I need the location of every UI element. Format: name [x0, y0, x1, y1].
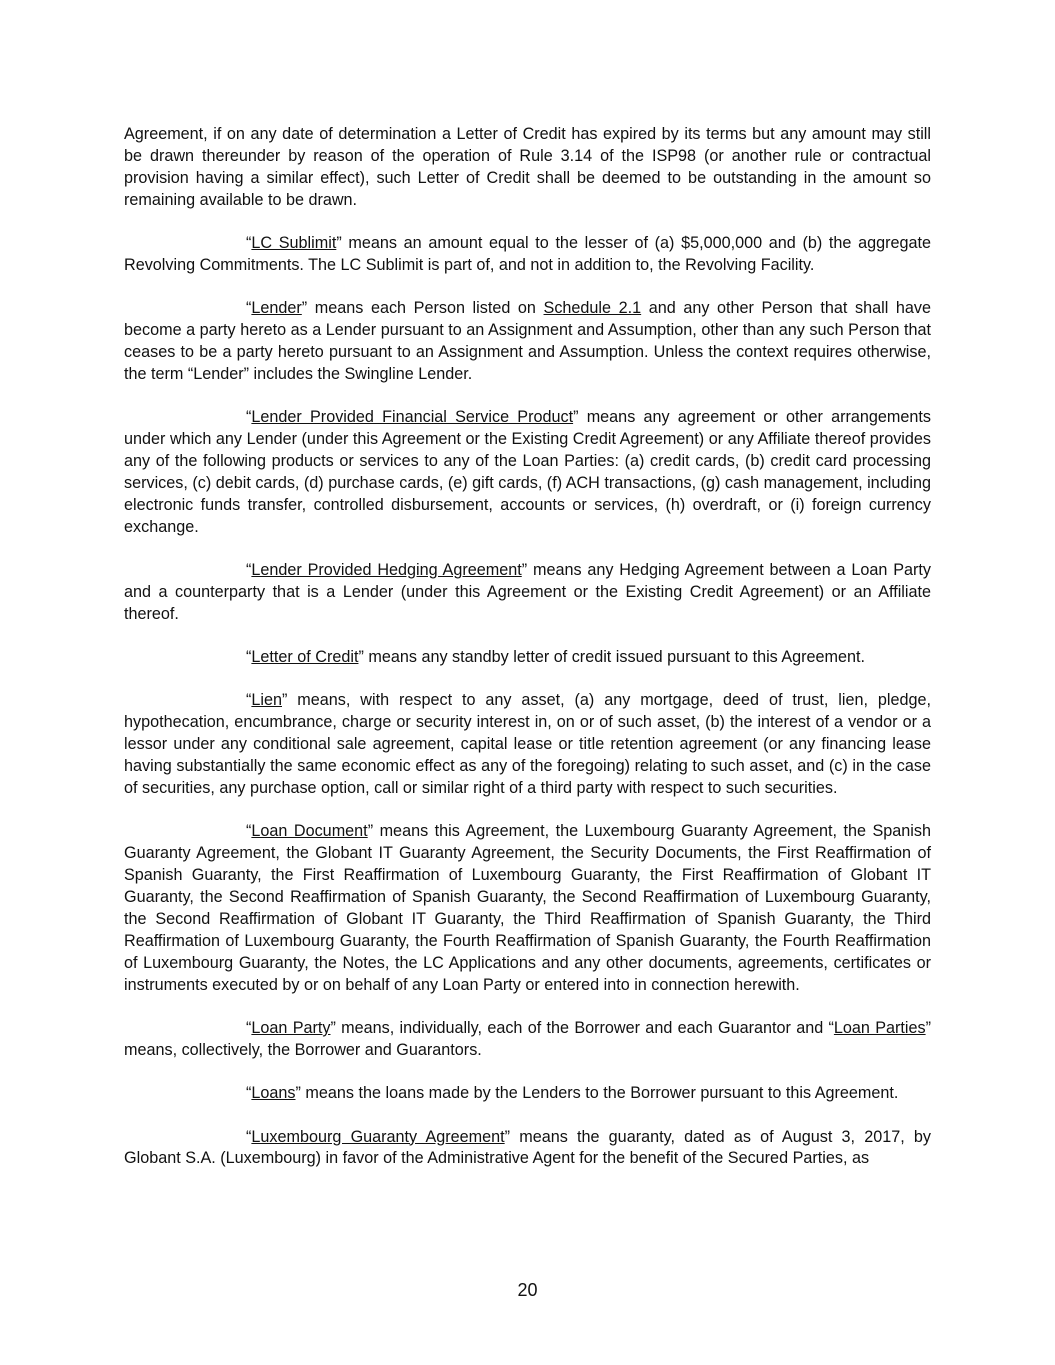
- defined-term: LC Sublimit: [251, 234, 337, 253]
- definition-loans: “Loans” means the loans made by the Lenders to the Borrower pursuant to this Agreement.: [246, 1084, 899, 1103]
- defined-term: Loan Party: [251, 1019, 331, 1038]
- definition-text: means an amount equal to the lesser of (a) $5,000,000 and (b) the aggregate Revolving Commitments. The LC Sublimit is part of, and not in addition to, the Revolving Facility.: [124, 234, 931, 274]
- definition-text: means each Person listed on: [307, 299, 544, 318]
- definition-text: means the guaranty, dated as of August 3, 2017, by Globant S.A. (Luxembourg) in favor of the Administrative Agent for the benefit of the Secured Parties, as: [124, 1127, 931, 1168]
- defined-term: Luxembourg Guaranty Agreement: [251, 1127, 505, 1146]
- definition-lien: “Lien” means, with respect to any asset, (a) any mortgage, deed of trust, lien, pledge, hypothecation, encumbrance, charge or security interest in, on or of such asset, (b) the interest of a vendor or a lessor under any conditional sale agreement, capital lease or title retention agreement (or any financing lease having substantially the same economic effect as any of the foregoing) relating to such asset, and (c) in the case of securities, any purchase option, call or similar right of a third party with respect to such securities.: [124, 691, 931, 798]
- defined-term: Loan Document: [251, 822, 368, 841]
- schedule-reference: Schedule 2.1: [543, 299, 642, 318]
- paragraph-text: Agreement, if on any date of determination a Letter of Credit has expired by its terms but any amount may still be drawn thereunder by reason of the operation of Rule 3.14 of the ISP98 (or another rule or contractual provision having a similar effect), such Letter of Credit shall be deemed to be outstanding in the amount so remaining available to be drawn.: [124, 125, 931, 209]
- defined-term: Loans: [251, 1084, 296, 1103]
- definition-lc-sublimit: “LC Sublimit” means an amount equal to the lesser of (a) $5,000,000 and (b) the aggregate Revolving Commitments. The LC Sublimit is part of, and not in addition to, the Revolving Facility.: [124, 234, 931, 274]
- defined-term: Loan Parties: [833, 1019, 926, 1038]
- defined-term: Lender: [251, 299, 302, 318]
- definition-loan-party: “Loan Party” means, individually, each of the Borrower and each Guarantor and “Loan Parties” means, collectively, the Borrower and Guarantors.: [124, 1019, 931, 1059]
- defined-term: Lender Provided Financial Service Product: [251, 408, 574, 427]
- definition-text: means this Agreement, the Luxembourg Guaranty Agreement, the Spanish Guaranty Agreement, the Globant IT Guaranty Agreement, the Security Documents, the First Reaffirmation of Spanish Guaranty, the First Reaffirmation of Luxembourg Guaranty, the First Reaffirmation of Globant IT Guaranty, the Second Reaffirmation of Spanish Guaranty, the Second Reaffirmation of Luxembourg Guaranty, the Second Reaffirmation of Globant IT Guaranty, the Third Reaffirmation of Spanish Guaranty, the Third Reaffirmation of Luxembourg Guaranty, the Fourth Reaffirmation of Spanish Guaranty, the Fourth Reaffirmation of Luxembourg Guaranty, the Notes, the LC Applications and any other documents, agreements, certificates or instruments executed by or on behalf of any Loan Party or entered into in connection herewith.: [124, 822, 931, 994]
- definition-text: and any other Person that shall have become a party hereto as a Lender pursuant to an Assignment and Assumption, other than any such Person that ceases to be a party hereto pursuant to an Assignment and Assumption. Unless the context requires otherwise, the term “Lender” includes the Swingline Lender.: [124, 299, 931, 383]
- page-number: 20: [517, 1280, 538, 1300]
- definition-text: means, with respect to any asset, (a) any mortgage, deed of trust, lien, pledge, hypothecation, encumbrance, charge or security interest in, on or of such asset, (b) the interest of a vendor or a lessor under any conditional sale agreement, capital lease or title retention agreement (or any financing lease having substantially the same economic effect as any of the foregoing) relating to such asset, and (c) in the case of securities, any purchase option, call or similar right of a third party with respect to such securities.: [124, 691, 931, 798]
- definition-text: means any standby letter of credit issued pursuant to this Agreement.: [363, 648, 866, 667]
- definition-lender-provided-hedging-agreement: “Lender Provided Hedging Agreement” means any Hedging Agreement between a Loan Party and a counterparty that is a Lender (under this Agreement or the Existing Credit Agreement) or an Affiliate thereof.: [124, 561, 932, 623]
- document-body: [124, 124, 931, 1192]
- definition-text: means, individually, each of the Borrower and each Guarantor and “: [335, 1019, 834, 1038]
- definition-text: means any Hedging Agreement between a Loan Party and a counterparty that is a Lender (under this Agreement or the Existing Credit Agreement) or an Affiliate thereof.: [124, 561, 932, 623]
- definition-lender: “Lender” means each Person listed on Schedule 2.1 and any other Person that shall have become a party hereto as a Lender pursuant to an Assignment and Assumption, other than any such Person that ceases to be a party hereto pursuant to an Assignment and Assumption. Unless the context requires otherwise, the term “Lender” includes the Swingline Lender.: [124, 299, 931, 383]
- paragraph-continued: [124, 124, 931, 212]
- definition-text: means any agreement or other arrangements under which any Lender (under this Agreement or the Existing Credit Agreement) or any Affiliate thereof provides any of the following products or services to any of the Loan Parties: (a) credit cards, (b) credit card processing services, (c) debit cards, (d) purchase cards, (e) gift cards, (f) ACH transactions, (g) cash management, including electronic funds transfer, controlled disbursement, accounts or services, (h) overdraft, or (i) foreign currency exchange.: [124, 408, 932, 536]
- definition-letter-of-credit: “Letter of Credit” means any standby letter of credit issued pursuant to this Agreement.: [246, 648, 866, 667]
- definition-lender-provided-financial-service-product: “Lender Provided Financial Service Product” means any agreement or other arrangements under which any Lender (under this Agreement or the Existing Credit Agreement) or any Affiliate thereof provides any of the following products or services to any of the Loan Parties: (a) credit cards, (b) credit card processing services, (c) debit cards, (d) purchase cards, (e) gift cards, (f) ACH transactions, (g) cash management, including electronic funds transfer, controlled disbursement, accounts or services, (h) overdraft, or (i) foreign currency exchange.: [124, 408, 932, 536]
- defined-term: Letter of Credit: [251, 648, 359, 667]
- definition-luxembourg-guaranty-agreement: “Luxembourg Guaranty Agreement” means the guaranty, dated as of August 3, 2017, by Globant S.A. (Luxembourg) in favor of the Administrative Agent for the benefit of the Secured Parties, as: [124, 1127, 931, 1168]
- definition-loan-document: “Loan Document” means this Agreement, the Luxembourg Guaranty Agreement, the Spanish Guaranty Agreement, the Globant IT Guaranty Agreement, the Security Documents, the First Reaffirmation of Spanish Guaranty, the First Reaffirmation of Luxembourg Guaranty, the First Reaffirmation of Globant IT Guaranty, the Second Reaffirmation of Spanish Guaranty, the Second Reaffirmation of Luxembourg Guaranty, the Second Reaffirmation of Globant IT Guaranty, the Third Reaffirmation of Spanish Guaranty, the Third Reaffirmation of Luxembourg Guaranty, the Fourth Reaffirmation of Spanish Guaranty, the Fourth Reaffirmation of Luxembourg Guaranty, the Notes, the LC Applications and any other documents, agreements, certificates or instruments executed by or on behalf of any Loan Party or entered into in connection herewith.: [124, 822, 931, 994]
- defined-term: Lender Provided Hedging Agreement: [251, 561, 522, 580]
- defined-term: Lien: [251, 691, 282, 710]
- definition-text: ” means, collectively, the Borrower and Guarantors.: [124, 1019, 931, 1059]
- definition-text: means the loans made by the Lenders to the Borrower pursuant to this Agreement.: [300, 1084, 899, 1103]
